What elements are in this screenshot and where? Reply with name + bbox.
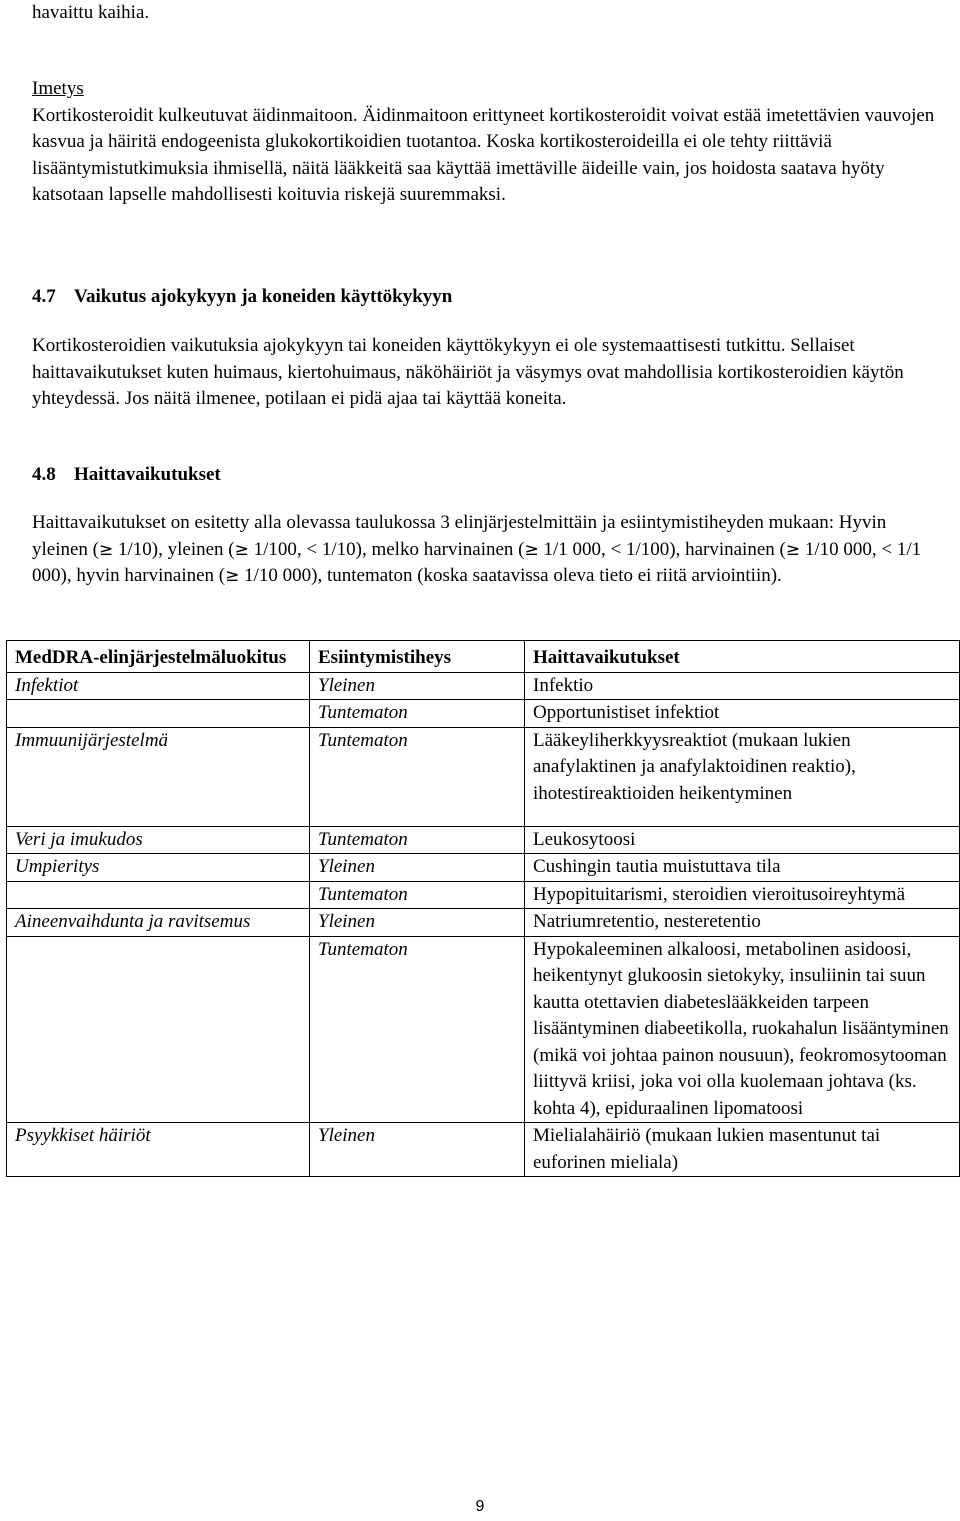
section-4-8-title: Haittavaikutukset: [74, 464, 221, 485]
table-row: [7, 909, 960, 937]
row-organ: Aineenvaihdunta ja ravitsemus: [7, 909, 310, 937]
table-row: [7, 881, 960, 909]
section-imetys: [32, 76, 942, 209]
section-4-7-number: 4.7: [32, 286, 56, 307]
row-organ: Psyykkiset häiriöt: [7, 1123, 310, 1177]
section-4-8-heading: [32, 462, 942, 489]
section-4-7-text: Kortikosteroidien vaikutuksia ajokykyyn tai koneiden käyttökykyyn ei ole systemaattisesti tutkittu. Sellaiset haittavaikutukset kuten huimaus, kiertohuimaus, näköhäiriöt ja väsymys ovat mahdollisia kortikosteroidien käytön yhteydessä. Jos näitä ilmenee, potilaan ei pidä ajaa tai käyttää koneita.: [32, 335, 904, 409]
row-effect: Mielialahäiriö (mukaan lukien masentunut tai euforinen mieliala): [525, 1123, 960, 1177]
row-frequency: Yleinen: [310, 909, 525, 937]
intro-part: Haittavaikutukset on esitetty alla olevassa taulukossa 3 elinjärjestelmittäin ja esiintymistiheyden mukaan: Hyvin yleinen (: [32, 512, 887, 560]
row-frequency: Yleinen: [310, 672, 525, 700]
row-organ: [7, 936, 310, 1123]
table-row: [7, 1123, 960, 1177]
row-frequency: Yleinen: [310, 1123, 525, 1177]
ge-symbol: ≥: [234, 539, 249, 560]
adverse-effects-table: [6, 640, 960, 1177]
section-4-8-number: 4.8: [32, 464, 56, 485]
page-number: 9: [475, 1498, 485, 1515]
row-frequency: Tuntematon: [310, 826, 525, 854]
row-organ: Infektiot: [7, 672, 310, 700]
row-frequency: Tuntematon: [310, 936, 525, 1123]
row-organ: [7, 700, 310, 728]
intro-part: 1/1 000, < 1/100), harvinainen (: [538, 538, 786, 560]
row-organ: Immuunijärjestelmä: [7, 727, 310, 826]
table-row: [7, 672, 960, 700]
row-frequency: Tuntematon: [310, 700, 525, 728]
row-organ: Veri ja imukudos: [7, 826, 310, 854]
header-frequency: Esiintymistiheys: [310, 641, 525, 673]
section-4-7-heading: [32, 284, 942, 311]
row-frequency: Yleinen: [310, 854, 525, 882]
top-fragment: havaittu kaihia.: [32, 2, 150, 23]
row-frequency: Tuntematon: [310, 881, 525, 909]
intro-part: 1/10), yleinen (: [113, 538, 235, 560]
ge-symbol: ≥: [524, 539, 539, 560]
row-effect: Natriumretentio, nesteretentio: [525, 909, 960, 937]
table-row: [7, 700, 960, 728]
imetys-title: Imetys: [32, 78, 84, 99]
intro-part: 1/10 000), tuntematon (koska saatavissa oleva tieto ei riitä arviointiin).: [239, 565, 782, 586]
intro-part: 1/10 000, < 1/1 000), hyvin harvinainen (: [32, 538, 922, 586]
row-effect: Opportunistiset infektiot: [525, 700, 960, 728]
imetys-text: Kortikosteroidit kulkeutuvat äidinmaitoon. Äidinmaitoon erittyneet kortikosteroidit voivat estää imetettävien vauvojen kasvua ja häiritä endogeenista glukokortikoidien tuotantoa. Koska kortikosteroideilla ei ole tehty riittäviä lisääntymistutkimuksia ihmisellä, näitä lääkkeitä saa käyttää imettäville äideille vain, jos hoidosta saatava hyöty katsotaan lapselle mahdollisesti koituvia riskejä suuremmaksi.: [32, 104, 935, 205]
table-row: [7, 826, 960, 854]
header-organ: MedDRA-elinjärjestelmäluokitus: [7, 641, 310, 673]
header-effects: Haittavaikutukset: [525, 641, 960, 673]
table-row: [7, 727, 960, 826]
table-header-row: [7, 641, 960, 673]
table-row: [7, 854, 960, 882]
ge-symbol: ≥: [785, 539, 801, 560]
row-effect: Lääkeyliherkkyysreaktiot (mukaan lukien anafylaktinen ja anafylaktoidinen reaktio), ihotestireaktioiden heikentyminen: [525, 727, 960, 826]
row-effect: Hypokaleeminen alkaloosi, metabolinen asidoosi, heikentynyt glukoosin sietokyky, insuliinin tai suun kautta otettavien diabeteslääkkeiden tarpeen lisääntyminen diabeetikolla, ruokahalun lisääntyminen (mikä voi johtaa painon nousuun), feokromosytooman liittyvä kriisi, joka voi olla kuolemaan johtava (ks. kohta 4), epiduraalinen lipomatoosi: [525, 936, 960, 1123]
row-effect: Infektio: [525, 672, 960, 700]
ge-symbol: ≥: [99, 539, 114, 560]
intro-part: 1/100, < 1/10), melko harvinainen (: [248, 538, 525, 560]
row-effect: Hypopituitarismi, steroidien vieroitusoireyhtymä: [525, 881, 960, 909]
section-4-7-title: Vaikutus ajokykyyn ja koneiden käyttökykyyn: [74, 286, 453, 307]
row-effect: Cushingin tautia muistuttava tila: [525, 854, 960, 882]
ge-symbol: ≥: [225, 566, 240, 586]
section-4-8-intro: [32, 510, 942, 590]
row-effect: Leukosytoosi: [525, 826, 960, 854]
row-frequency: Tuntematon: [310, 727, 525, 826]
table-row: [7, 936, 960, 1123]
row-organ: [7, 881, 310, 909]
row-organ: Umpieritys: [7, 854, 310, 882]
